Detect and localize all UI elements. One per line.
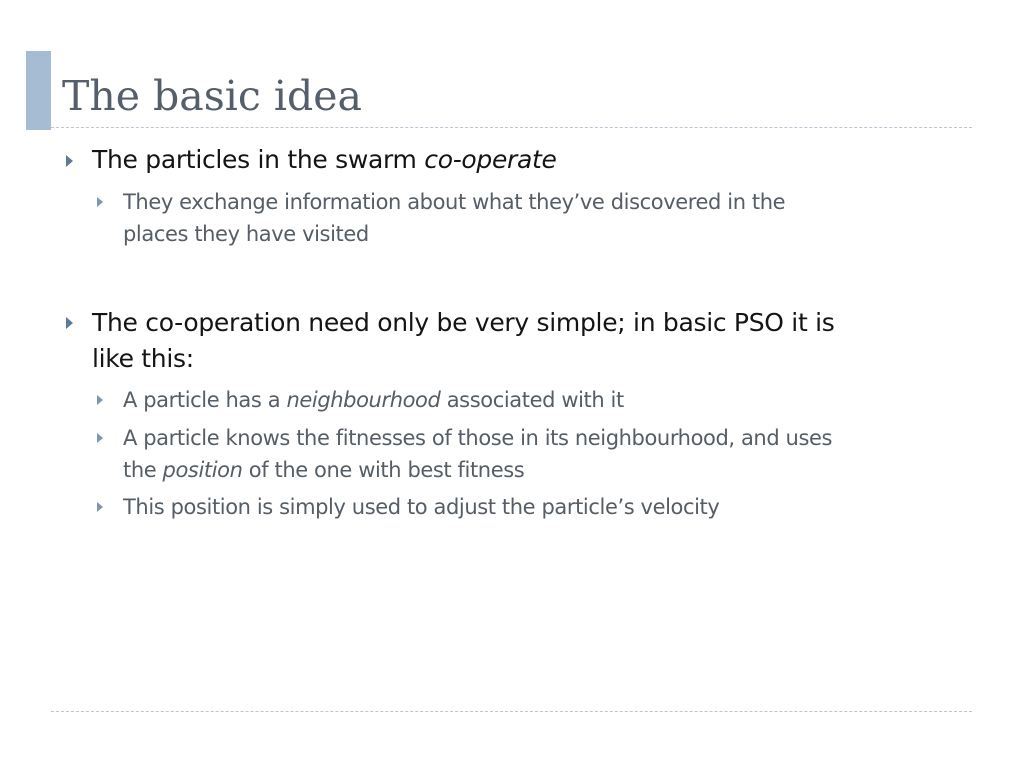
bullet-2-sub-1-text: A particle has a [123, 388, 287, 412]
bullet-1-sub-1 [123, 186, 953, 250]
sub-bullet-arrow-icon [97, 433, 103, 443]
bullet-2-sub-1-text-after: associated with it [440, 388, 624, 412]
bullet-2-sub-3-text: This position is simply used to adjust the particle’s velocity [123, 495, 720, 519]
bullet-1-sub-1-line-2: places they have visited [123, 222, 369, 246]
bullet-2-sub-1 [123, 384, 953, 416]
sub-bullet-arrow-icon [97, 197, 103, 207]
bullet-2-sub-2 [123, 422, 953, 486]
slide-title: The basic idea [62, 72, 362, 120]
bullet-2-sub-2-line-1: A particle knows the fitnesses of those in its neighbourhood, and uses [123, 426, 833, 450]
bullet-2-sub-2-line-2 [123, 454, 953, 486]
footer-divider [51, 711, 972, 712]
bullet-2-sub-3 [123, 491, 953, 523]
bullet-2-line-1: The co-operation need only be very simple; in basic PSO it is [92, 308, 835, 337]
title-accent-bar [26, 51, 51, 130]
bullet-arrow-icon [66, 155, 73, 167]
bullet-1-text: The particles in the swarm [92, 145, 425, 174]
title-divider [51, 127, 972, 128]
bullet-2-sub-2-line-2-text: the [123, 458, 163, 482]
bullet-2-line-2: like this: [92, 344, 194, 373]
sub-bullet-arrow-icon [97, 502, 103, 512]
bullet-2-sub-1-italic: neighbourhood [286, 388, 441, 412]
bullet-arrow-icon [66, 317, 73, 329]
bullet-2 [92, 305, 952, 377]
bullet-1-italic: co-operate [424, 145, 557, 174]
sub-bullet-arrow-icon [97, 395, 103, 405]
bullet-2-sub-2-line-2-after: of the one with best fitness [242, 458, 525, 482]
bullet-2-sub-2-italic: position [162, 458, 243, 482]
bullet-1 [92, 142, 952, 178]
bullet-1-sub-1-line-1: They exchange information about what they’ve discovered in the [123, 190, 786, 214]
